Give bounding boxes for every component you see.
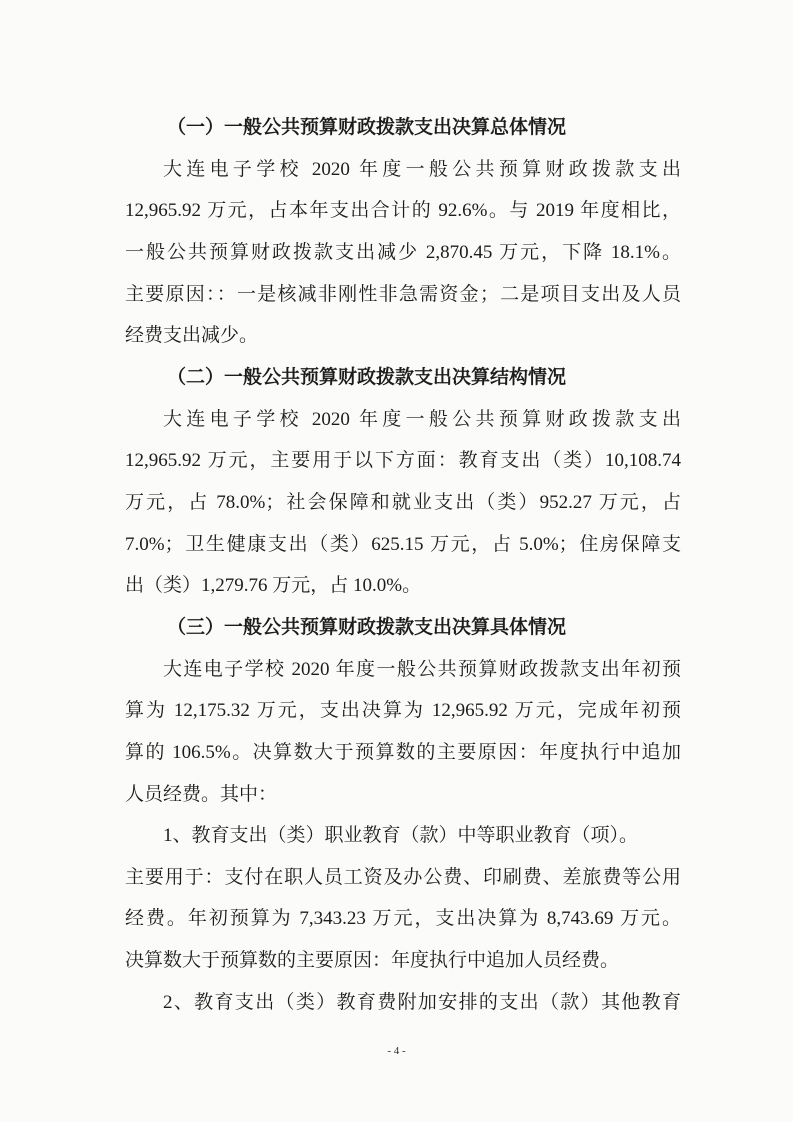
paragraph-line: 主要原因：：一是核减非刚性非急需资金；二是项目支出及人员 (125, 283, 681, 305)
paragraph-line: 经费支出减少。 (125, 325, 259, 347)
document-body (125, 107, 681, 1023)
section-heading: （二）一般公共预算财政拨款支出决算结构情况 (167, 366, 567, 388)
section-heading: （一）一般公共预算财政拨款支出决算总体情况 (167, 117, 567, 138)
paragraph-line: 算的 106.5%。决算数大于预算数的主要原因：年度执行中追加 (125, 741, 681, 763)
page-number: - 4 - (387, 1045, 406, 1057)
section-heading: （三）一般公共预算财政拨款支出决算具体情况 (167, 616, 567, 638)
paragraph-line: 主要用于：支付在职人员工资及办公费、印刷费、差旅费等公用 (125, 866, 681, 888)
list-item-line: 1、教育支出（类）职业教育（款）中等职业教育（项）。 (163, 825, 639, 847)
paragraph-line: 经费。年初预算为 7,343.23 万元，支出决算为 8,743.69 万元。 (125, 908, 681, 930)
paragraph-line: 一般公共预算财政拨款支出减少 2,870.45 万元，下降 18.1%。 (125, 241, 681, 263)
paragraph-line: 人员经费。其中： (125, 783, 278, 805)
paragraph-line: 出（类）1,279.76 万元，占 10.0%。 (125, 575, 422, 597)
paragraph-line: 大连电子学校 2020 年度一般公共预算财政拨款支出 (163, 158, 681, 180)
paragraph-line: 大连电子学校 2020 年度一般公共预算财政拨款支出年初预 (163, 658, 681, 680)
paragraph-line: 12,965.92 万元，主要用于以下方面：教育支出（类）10,108.74 (125, 450, 681, 472)
paragraph-line: 算为 12,175.32 万元，支出决算为 12,965.92 万元，完成年初预 (125, 700, 681, 722)
paragraph-line: 万元，占 78.0%；社会保障和就业支出（类）952.27 万元，占 (125, 491, 681, 513)
paragraph-line: 决算数大于预算数的主要原因：年度执行中追加人员经费。 (125, 950, 620, 972)
list-item-line: 2、教育支出（类）教育费附加安排的支出（款）其他教育 (163, 991, 681, 1013)
paragraph-line: 12,965.92 万元，占本年支出合计的 92.6%。与 2019 年度相比， (125, 200, 681, 222)
paragraph-line: 7.0%；卫生健康支出（类）625.15 万元，占 5.0%；住房保障支 (125, 533, 681, 555)
paragraph-line: 大连电子学校 2020 年度一般公共预算财政拨款支出 (163, 408, 681, 430)
